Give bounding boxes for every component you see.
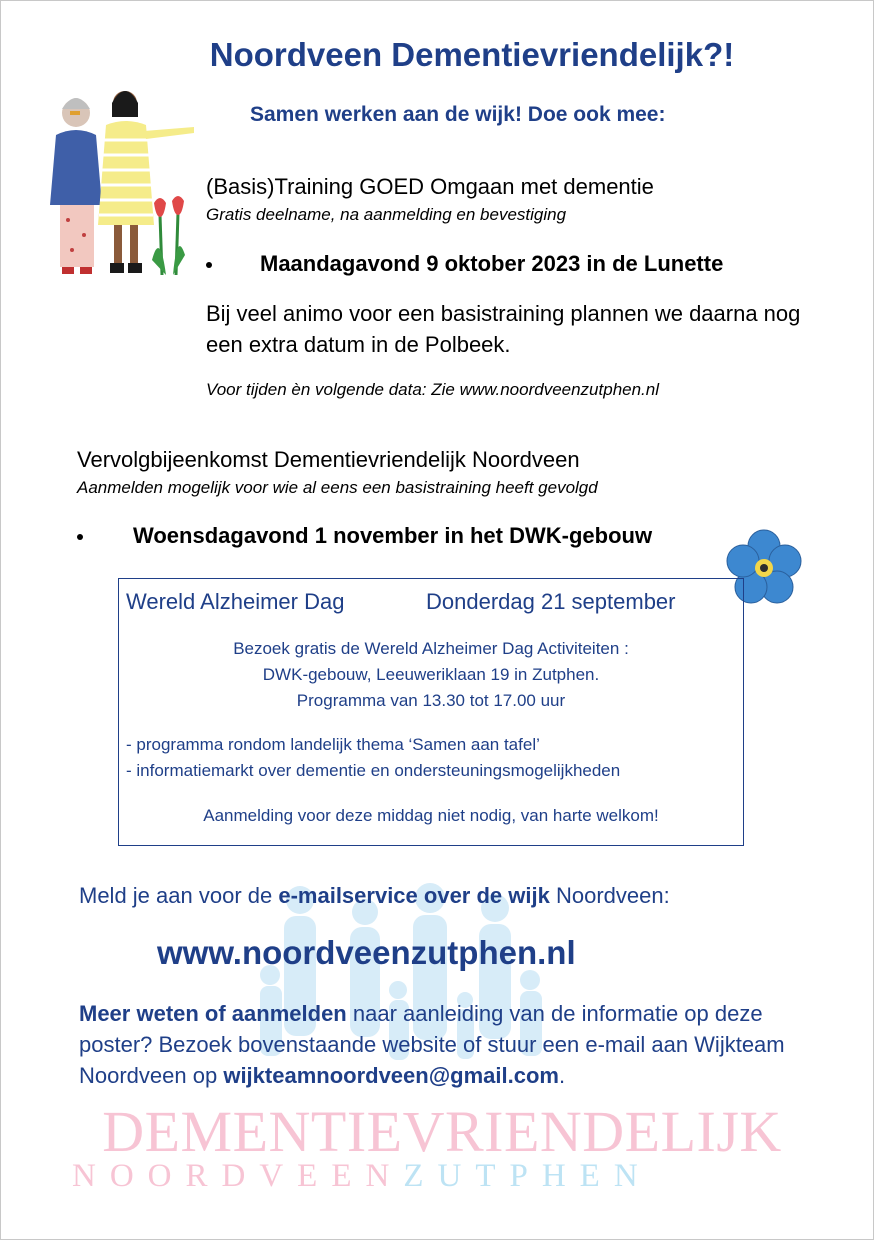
followup-note: Aanmelden mogelijk voor wie al eens een basistraining heeft gevolgd	[77, 478, 598, 497]
email-link[interactable]: wijkteamnoordveen@gmail.com	[223, 1063, 559, 1088]
mail-bold: e-mailservice over de wijk	[278, 883, 550, 908]
logo-noordveen: NOORDVEEN	[72, 1158, 404, 1194]
poster-title: Noordveen Dementievriendelijk?!	[209, 36, 735, 73]
training-heading: (Basis)Training GOED Omgaan met dementie	[206, 174, 654, 199]
alzheimer-item1: - programma rondom landelijk thema ‘Samen aan tafel’	[126, 735, 540, 754]
training-extra-paragraph: Bij veel animo voor een basistraining plannen we daarna nog een extra datum in de Polbeek.	[206, 301, 801, 357]
training-note: Gratis deelname, na aanmelding en bevestiging	[206, 205, 567, 224]
mail-suffix: Noordveen:	[549, 883, 670, 908]
logo-line2	[72, 1158, 652, 1195]
alzheimer-closing: Aanmelding voor deze middag niet nodig, van harte welkom!	[203, 806, 659, 825]
alzheimer-item2: - informatiemarkt over dementie en ondersteuningsmogelijkheden	[126, 761, 621, 780]
website-link[interactable]: www.noordveenzutphen.nl	[157, 934, 576, 971]
women-tulips-illustration	[40, 85, 210, 280]
training-website-note: Voor tijden èn volgende data: Zie www.noordveenzutphen.nl	[206, 380, 660, 399]
contact-info-paragraph	[79, 998, 839, 1091]
info-text: naar aanleiding van de informatie op deze poster? Bezoek bovenstaande website of stuur een e-mail aan Wijkteam Noordveen op	[79, 1001, 785, 1088]
alzheimer-line3: Programma van 13.30 tot 17.00 uur	[296, 691, 566, 710]
poster-subtitle: Samen werken aan de wijk! Doe ook mee:	[250, 103, 666, 126]
email-service-line	[79, 883, 670, 909]
alzheimer-title: Wereld Alzheimer Dag	[126, 589, 345, 614]
bullet-icon	[206, 262, 212, 268]
training-date: Maandagavond 9 oktober 2023 in de Lunette	[260, 251, 724, 276]
bullet-icon	[77, 534, 83, 540]
alzheimer-date: Donderdag 21 september	[426, 589, 676, 614]
info-bold: Meer weten of aanmelden	[79, 1001, 347, 1026]
info-end: .	[558, 1063, 566, 1088]
followup-date: Woensdagavond 1 november in het DWK-gebouw	[133, 523, 653, 548]
followup-date-line	[77, 523, 652, 549]
mail-prefix: Meld je aan voor de	[79, 883, 279, 908]
alzheimer-line1: Bezoek gratis de Wereld Alzheimer Dag Activiteiten :	[233, 639, 629, 658]
alzheimer-line2: DWK-gebouw, Leeuweriklaan 19 in Zutphen.	[262, 665, 600, 684]
logo-zutphen: ZUTPHEN	[403, 1158, 652, 1194]
logo-line1: DEMENTIEVRIENDELIJK	[102, 1099, 782, 1164]
training-date-line	[206, 251, 723, 277]
followup-heading: Vervolgbijeenkomst Dementievriendelijk Noordveen	[77, 447, 580, 472]
